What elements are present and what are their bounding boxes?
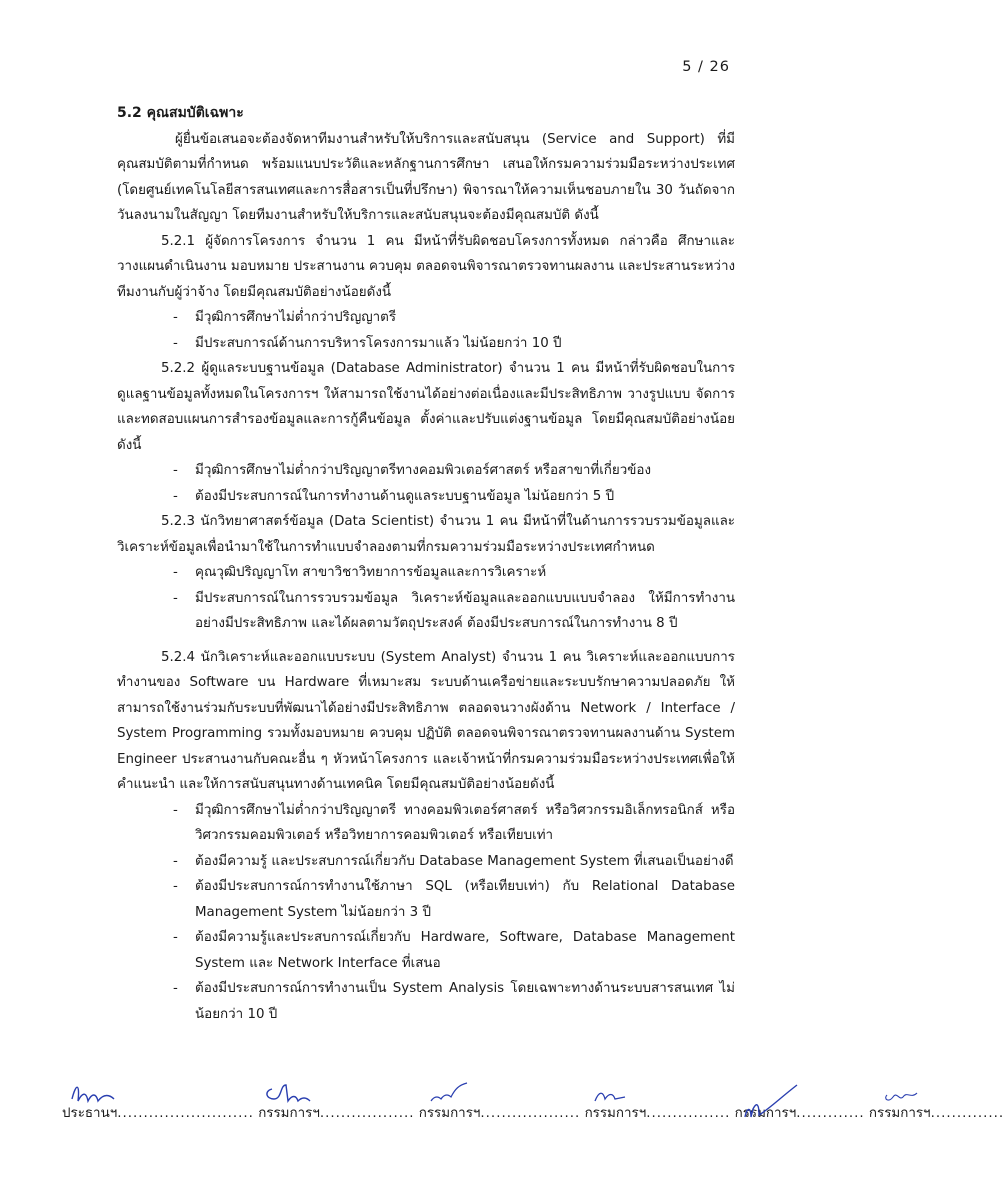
bullet-item: - มีประสบการณ์ในการรวบรวมข้อมูล วิเคราะห์ข้อมูลและออกแบบแบบจำลอง ให้มีการทำงานอย่างมีประสิทธิภาพ และได้ผลตามวัตถุประสงค์ ต้องมีประสบการณ์ในการทำงาน 8 ปี: [173, 586, 735, 637]
signature-scribble: [262, 1079, 312, 1109]
item-paragraph: 5.2.4 นักวิเคราะห์และออกแบบระบบ (System Analyst) จำนวน 1 คน วิเคราะห์และออกแบบการทำงานของ Software บน Hardware ที่เหมาะสม ระบบด้านเครือข่ายและระบบรักษาความปลอดภัย ให้สามารถใช้งานร่วมกับระบบที่พัฒนาได้อย่างมีประสิทธิภาพ ตลอดจนวางผังด้าน Network / Interface / System Programming รวมทั้งมอบหมาย ควบคุม ปฏิบัติ ตลอดจนพิจารณาตรวจทานผลงานด้าน System Engineer ประสานงานกับคณะอื่น ๆ หัวหน้าโครงการ และเจ้าหน้าที่กรมความร่วมมือระหว่างประเทศเพื่อให้คำแนะนำ และให้การสนับสนุนทางด้านเทคนิค โดยมีคุณสมบัติอย่างน้อยดังนี้: [117, 649, 735, 792]
signature-committee-1: [258, 1101, 414, 1127]
bullet-list: [117, 560, 735, 637]
signature-chairman: [62, 1101, 254, 1127]
signature-label: กรรมการฯ: [868, 1106, 931, 1121]
signature-committee-5: [869, 1101, 1004, 1127]
bullet-item: - ต้องมีประสบการณ์ในการทำงานด้านดูแลระบบฐานข้อมูล ไม่น้อยกว่า 5 ปี: [173, 484, 735, 510]
signature-committee-3: [585, 1101, 731, 1127]
bullet-item: - ต้องมีประสบการณ์การทำงานใช้ภาษา SQL (หรือเทียบเท่า) กับ Relational Database Management System ไม่น้อยกว่า 3 ปี: [173, 874, 735, 925]
signature-dots: ..........................: [117, 1106, 254, 1121]
signature-dots: ...................: [480, 1106, 581, 1121]
item-paragraph: 5.2.2 ผู้ดูแลระบบฐานข้อมูล (Database Administrator) จำนวน 1 คน มีหน้าที่รับผิดชอบในการดูแลฐานข้อมูลทั้งหมดในโครงการฯ ให้สามารถใช้งานได้อย่างต่อเนื่องและมีประสิทธิภาพ วางรูปแบบ จัดการและทดสอบแผนการสำรองข้อมูลและการกู้คืนข้อมูล ตั้งค่าและปรับแต่งฐานข้อมูล โดยมีคุณสมบัติอย่างน้อยดังนี้: [117, 361, 735, 453]
signature-dots: .............: [796, 1106, 865, 1121]
bullet-list: [117, 305, 735, 356]
bullet-item: - ต้องมีประสบการณ์การทำงานเป็น System Analysis โดยเฉพาะทางด้านระบบสารสนเทศ ไม่น้อยกว่า 10 ปี: [173, 976, 735, 1027]
bullet-item: - ต้องมีความรู้ และประสบการณ์เกี่ยวกับ Database Management System ที่เสนอเป็นอย่างดี: [173, 849, 735, 875]
signature-label: กรรมการฯ: [418, 1106, 481, 1121]
signature-line: [62, 1101, 1004, 1127]
bullet-item: - มีวุฒิการศึกษาไม่ต่ำกว่าปริญญาตรี: [173, 305, 735, 331]
signature-dots: ..................: [319, 1106, 415, 1121]
bullet-item: - ต้องมีความรู้และประสบการณ์เกี่ยวกับ Hardware, Software, Database Management System และ Network Interface ที่เสนอ: [173, 925, 735, 976]
signature-committee-2: [419, 1101, 581, 1127]
signature-scribble: [873, 1079, 923, 1109]
signature-scribble: [739, 1079, 809, 1123]
bullet-item: - มีวุฒิการศึกษาไม่ต่ำกว่าปริญญาตรีทางคอมพิวเตอร์ศาสตร์ หรือสาขาที่เกี่ยวข้อง: [173, 458, 735, 484]
signature-dots: ................: [646, 1106, 731, 1121]
signature-scribble: [589, 1079, 639, 1109]
signature-committee-4: [735, 1101, 865, 1127]
section-title: 5.2 คุณสมบัติเฉพาะ: [117, 105, 244, 121]
signature-label: กรรมการฯ: [258, 1106, 320, 1121]
signature-scribble: [423, 1079, 473, 1109]
bullet-item: - มีประสบการณ์ด้านการบริหารโครงการมาแล้ว ไม่น้อยกว่า 10 ปี: [173, 331, 735, 357]
bullet-item: - คุณวุฒิปริญญาโท สาขาวิชาวิทยาการข้อมูลและการวิเคราะห์: [173, 560, 735, 586]
signature-label: กรรมการฯ: [734, 1106, 797, 1121]
item-paragraph: 5.2.3 นักวิทยาศาสตร์ข้อมูล (Data Scientist) จำนวน 1 คน มีหน้าที่ในด้านการรวบรวมข้อมูลและวิเคราะห์ข้อมูลเพื่อนำมาใช้ในการทำแบบจำลองตามที่กรมความร่วมมือระหว่างประเทศกำหนด: [117, 514, 736, 555]
signature-label: ประธานฯ: [62, 1106, 118, 1121]
item-paragraph: 5.2.1 ผู้จัดการโครงการ จำนวน 1 คน มีหน้าที่รับผิดชอบโครงการทั้งหมด กล่าวคือ ศึกษาและวางแผนดำเนินงาน มอบหมาย ประสานงาน ควบคุม ตลอดจนพิจารณาตรวจทานผลงาน และประสานระหว่างทีมงานกับผู้ว่าจ้าง โดยมีคุณสมบัติอย่างน้อยดังนี้: [117, 233, 735, 300]
signature-dots: ..............: [930, 1106, 1004, 1121]
signature-label: กรรมการฯ: [584, 1106, 647, 1121]
bullet-item: - มีวุฒิการศึกษาไม่ต่ำกว่าปริญญาตรี ทางคอมพิวเตอร์ศาสตร์ หรือวิศวกรรมอิเล็กทรอนิกส์ หรือวิศวกรรมคอมพิวเตอร์ หรือวิทยาการคอมพิวเตอร์ หรือเทียบเท่า: [173, 798, 735, 849]
section-intro: ผู้ยื่นข้อเสนอจะต้องจัดหาทีมงานสำหรับให้บริการและสนับสนุน (Service and Support) ที่มีคุณสมบัติตามที่กำหนด พร้อมแนบประวัติและหลักฐานการศึกษา เสนอให้กรมความร่วมมือระหว่างประเทศ (โดยศูนย์เทคโนโลยีสารสนเทศและการสื่อสารเป็นที่ปรึกษา) พิจารณาให้ความเห็นชอบภายใน 30 วันถัดจากวันลงนามในสัญญา โดยทีมงานสำหรับให้บริการและสนับสนุนจะต้องมีคุณสมบัติ ดังนี้: [117, 131, 735, 223]
bullet-list: [117, 458, 735, 509]
bullet-list: [117, 798, 735, 1028]
document-body: [117, 101, 735, 1027]
signature-scribble: [66, 1079, 126, 1109]
page-number: 5 / 26: [682, 59, 730, 75]
